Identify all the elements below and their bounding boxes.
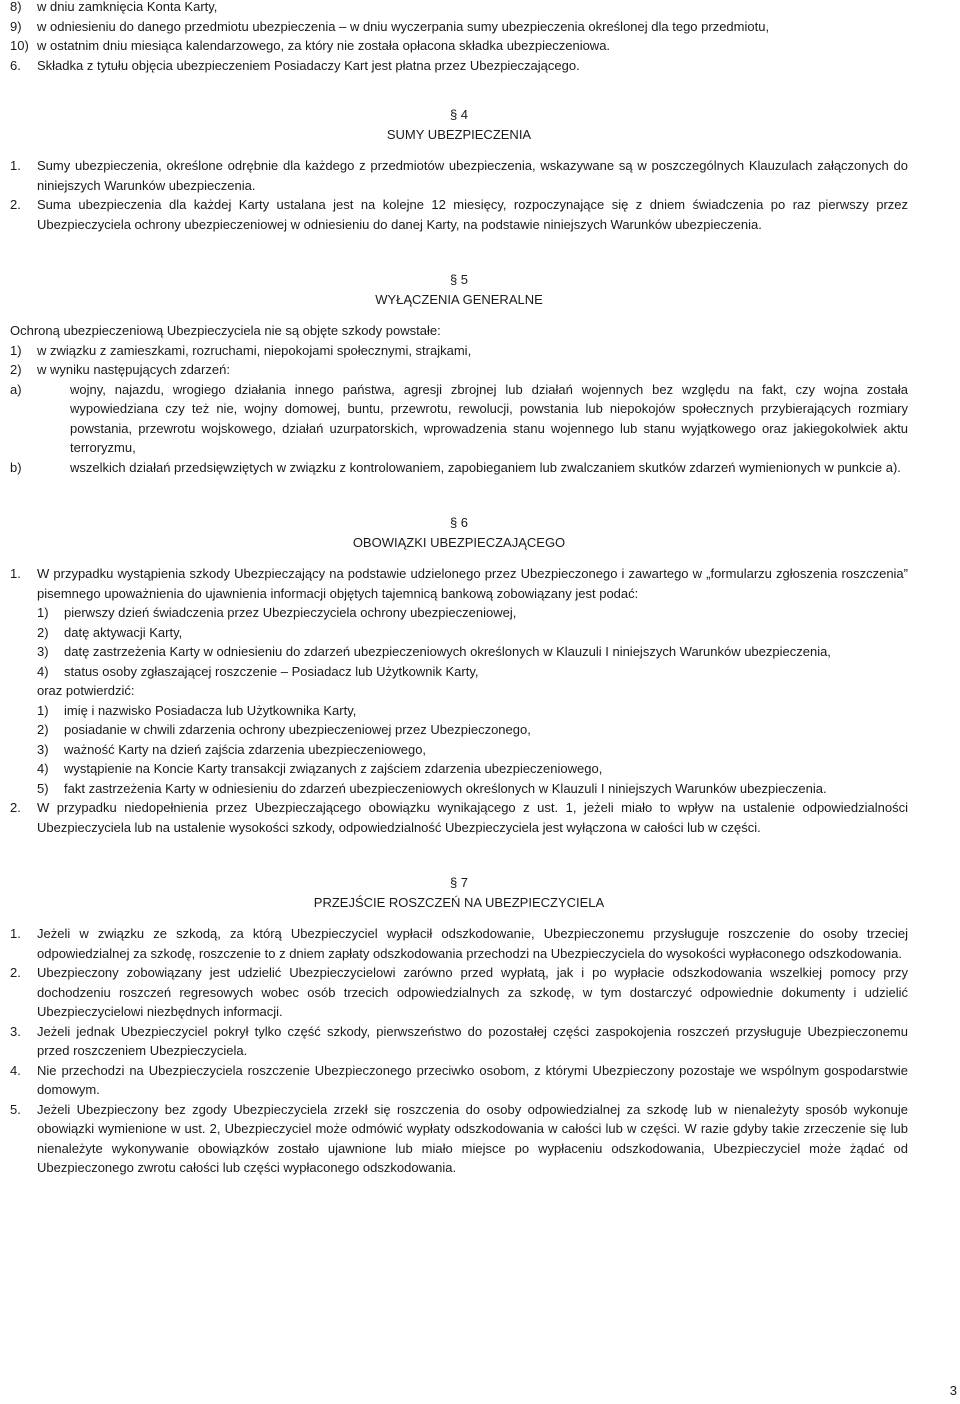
item-text: Składka z tytułu objęcia ubezpieczeniem Posiadaczy Kart jest płatna przez Ubezpieczającego. <box>37 57 580 73</box>
item-text: pierwszy dzień świadczenia przez Ubezpieczyciela ochrony ubezpieczeniowej, <box>64 605 517 620</box>
section-6-heading <box>10 513 908 552</box>
item-text: posiadanie w chwili zdarzenia ochrony ubezpieczeniowej przez Ubezpieczonego, <box>64 722 531 737</box>
item-number: 4) <box>37 761 49 776</box>
section-6-body <box>10 564 908 837</box>
item-text: w dniu zamknięcia Konta Karty, <box>37 0 218 14</box>
list-item <box>10 36 908 56</box>
section-7-body <box>10 924 908 1178</box>
section-intro: Ochroną ubezpieczeniową Ubezpieczyciela nie są objęte szkody powstałe: <box>10 323 441 338</box>
item-number: b) <box>10 459 22 475</box>
item-text: ważność Karty na dzień zajścia zdarzenia ubezpieczeniowego, <box>64 741 427 757</box>
list-item <box>10 924 908 963</box>
item-text: datę zastrzeżenia Karty w odniesieniu do zdarzeń ubezpieczeniowych określonych w Klauzuli I niniejszych Warunków ubezpieczenia, <box>64 644 831 659</box>
item-text: datę aktywacji Karty, <box>64 624 183 640</box>
page-number: 3 <box>949 1382 957 1398</box>
item-text: wystąpienie na Koncie Karty transakcji związanych z zajściem zdarzenia ubezpieczeniowego, <box>64 761 603 776</box>
section-title: PRZEJŚCIE ROSZCZEŃ NA UBEZPIECZYCIELA <box>313 894 605 910</box>
list-item <box>37 740 908 760</box>
item-number: 2. <box>10 197 21 212</box>
document-page <box>10 0 908 1178</box>
list-item <box>10 17 908 37</box>
item-number: 1. <box>10 926 21 941</box>
item-text: w związku z zamieszkami, rozruchami, niepokojami społecznymi, strajkami, <box>37 342 472 358</box>
item-number: 9) <box>10 18 22 34</box>
list-item <box>37 603 908 623</box>
section-title: WYŁĄCZENIA GENERALNE <box>375 291 543 307</box>
item-number: 2) <box>10 362 22 377</box>
item-text: Ubezpieczony zobowiązany jest udzielić Ubezpieczycielowi zarówno przed wypłatą, jak i po wypłacie odszkodowania wszelkiej pomocy przy dochodzeniu roszczeń regresowych wobec osób trzecich odpowiedzialnych za szkodę, w tym dostarczyć odpowiednie dokumenty i udzielić Ubezpieczycielowi niezbędnych informacji. <box>37 965 908 1019</box>
section-4-body <box>10 156 908 234</box>
item-text: w odniesieniu do danego przedmiotu ubezpieczenia – w dniu wyczerpania sumy ubezpieczenia określonej dla tego przedmiotu, <box>37 18 770 34</box>
section-title: SUMY UBEZPIECZENIA <box>386 126 532 142</box>
item-number: 5) <box>37 780 49 796</box>
sub-list-item <box>10 458 908 478</box>
item-number: 3) <box>37 741 49 757</box>
item-number: 6. <box>10 57 21 73</box>
list-item <box>10 798 908 837</box>
item-text: Nie przechodzi na Ubezpieczyciela roszczenie Ubezpieczonego przeciwko osobom, z którymi Ubezpieczony pozostaje we wspólnym gospodarstwie domowym. <box>37 1062 908 1097</box>
list-item <box>37 779 908 799</box>
section-mark: § 4 <box>449 107 469 122</box>
confirm-label: oraz potwierdzić: <box>37 683 135 698</box>
item-number: a) <box>10 381 22 397</box>
item-number: 1. <box>10 158 21 173</box>
section-mark: § 6 <box>449 515 469 530</box>
item-text: Jeżeli jednak Ubezpieczyciel pokrył tylko część szkody, pierwszeństwo do pozostałej części zaspokojenia roszczeń przysługuje Ubezpieczonemu przed roszczeniem Ubezpieczyciela. <box>37 1023 908 1058</box>
item-number: 2) <box>37 722 49 737</box>
item-text: imię i nazwisko Posiadacza lub Użytkownika Karty, <box>64 702 357 718</box>
section-7-heading <box>10 873 908 912</box>
item-text: Jeżeli Ubezpieczony bez zgody Ubezpieczyciela zrzekł się roszczenia do osoby odpowiedzialnej za szkodę lub w nienależyty sposób wykonuje obowiązki wymienione w ust. 2, Ubezpieczyciel może odmówić wypłaty odszkodowania w całości lub w części. W razie gdyby takie zrzeczenie się lub nienależyte wykonywanie obowiązków zostało ujawnione lub miało miejsce po wypłaceniu odszkodowania, Ubezpieczyciel może żądać od Ubezpieczonego zwrotu całości lub części wypłaconego odszkodowania. <box>37 1101 908 1175</box>
sub-list-item <box>10 380 908 458</box>
section-5-heading <box>10 270 908 309</box>
item-text: wszelkich działań przedsięwziętych w związku z kontrolowaniem, zapobieganiem lub zwalczaniem skutków zdarzeń wymienionych w punkcie a). <box>70 459 901 475</box>
item-text: fakt zastrzeżenia Karty w odniesieniu do zdarzeń ubezpieczeniowych określonych w Klauzuli I niniejszych Warunków ubezpieczenia. <box>64 780 827 796</box>
list-item <box>10 341 908 361</box>
section-5-body <box>10 321 908 477</box>
item-number: 10) <box>10 38 29 53</box>
item-text: status osoby zgłaszającej roszczenie – Posiadacz lub Użytkownik Karty, <box>64 663 479 679</box>
item-text: Sumy ubezpieczenia, określone odrębnie dla każdego z przedmiotów ubezpieczenia, wskazywane są w poszczególnych Klauzulach załączonych do niniejszych Warunków ubezpieczenia. <box>37 158 908 193</box>
list-item <box>37 623 908 643</box>
item-number: 1. <box>10 566 21 581</box>
list-item <box>10 1022 908 1061</box>
item-number: 1) <box>37 702 49 718</box>
required-data-list <box>37 603 908 798</box>
list-item <box>10 1061 908 1100</box>
item-number: 8) <box>10 0 22 14</box>
item-number: 1) <box>10 342 22 358</box>
item-number: 3) <box>37 644 49 659</box>
item-text: W przypadku wystąpienia szkody Ubezpieczający na podstawie udzielonego przez Ubezpieczonego i zawartego w „formularzu zgłoszenia roszczenia” pisemnego upoważnienia do ujawnienia informacji objętych tajemnicą bankową zobowiązany jest podać: <box>37 566 908 601</box>
section-mark: § 7 <box>449 875 469 890</box>
item-text: wojny, najazdu, wrogiego działania innego państwa, agresji zbrojnej lub działań wojennych bez względu na fakt, czy wojna została wypowiedziana czy też nie, wojny domowej, buntu, przewrotu, rewolucji, powstania lub niepokojów społecznych przybierających rozmiary powstania, przewrotu wojskowego, działań uzurpatorskich, wprowadzenia stanu wojennego lub stanu wyjątkowego oraz jakiegokolwiek aktu terroryzmu, <box>70 381 908 455</box>
item-number: 2. <box>10 965 21 980</box>
item-text: Jeżeli w związku ze szkodą, za którą Ubezpieczyciel wypłacił odszkodowanie, Ubezpieczonemu przysługuje roszczenie do osoby trzeciej odpowiedzialnej za szkodę, roszczenie to z dniem zapłaty odszkodowania przechodzi na Ubezpieczyciela do wysokości wypłaconego odszkodowania. <box>37 926 908 961</box>
list-item <box>37 759 908 779</box>
item-number: 1) <box>37 605 49 620</box>
item-text: w wyniku następujących zdarzeń: <box>37 362 230 377</box>
list-item <box>37 662 908 682</box>
list-item <box>10 1100 908 1178</box>
list-item <box>37 720 908 740</box>
item-number: 3. <box>10 1023 21 1039</box>
section-title: OBOWIĄZKI UBEZPIECZAJĄCEGO <box>352 534 566 550</box>
list-item <box>37 642 908 662</box>
list-item <box>37 701 908 721</box>
section-4-heading <box>10 105 908 144</box>
list-item <box>10 156 908 195</box>
list-item <box>10 195 908 234</box>
paragraph-6 <box>10 56 908 76</box>
list-item <box>10 0 908 17</box>
item-number: 4. <box>10 1062 21 1078</box>
list-item <box>10 963 908 1022</box>
item-number: 4) <box>37 663 49 679</box>
item-text: W przypadku niedopełnienia przez Ubezpieczającego obowiązku wynikającego z ust. 1, jeżeli miało to wpływ na ustalenie odpowiedzialności Ubezpieczyciela lub na ustalenie wysokości szkody, odpowiedzialność Ubezpieczyciela jest wyłączona w całości lub w części. <box>37 800 908 835</box>
item-number: 5. <box>10 1101 21 1117</box>
item-number: 2) <box>37 624 49 640</box>
list-item <box>10 564 908 603</box>
item-text: w ostatnim dniu miesiąca kalendarzowego, za który nie została opłacona składka ubezpieczeniowa. <box>37 38 611 53</box>
item-number: 2. <box>10 800 21 815</box>
item-text: Suma ubezpieczenia dla każdej Karty ustalana jest na kolejne 12 miesięcy, rozpoczynające się z dniem świadczenia po raz pierwszy przez Ubezpieczyciela ochrony ubezpieczeniowej w odniesieniu do danej Karty, na podstawie niniejszych Warunków ubezpieczenia. <box>37 197 908 232</box>
continuation-list <box>10 0 908 56</box>
list-item <box>10 360 908 380</box>
section-mark: § 5 <box>449 272 469 287</box>
